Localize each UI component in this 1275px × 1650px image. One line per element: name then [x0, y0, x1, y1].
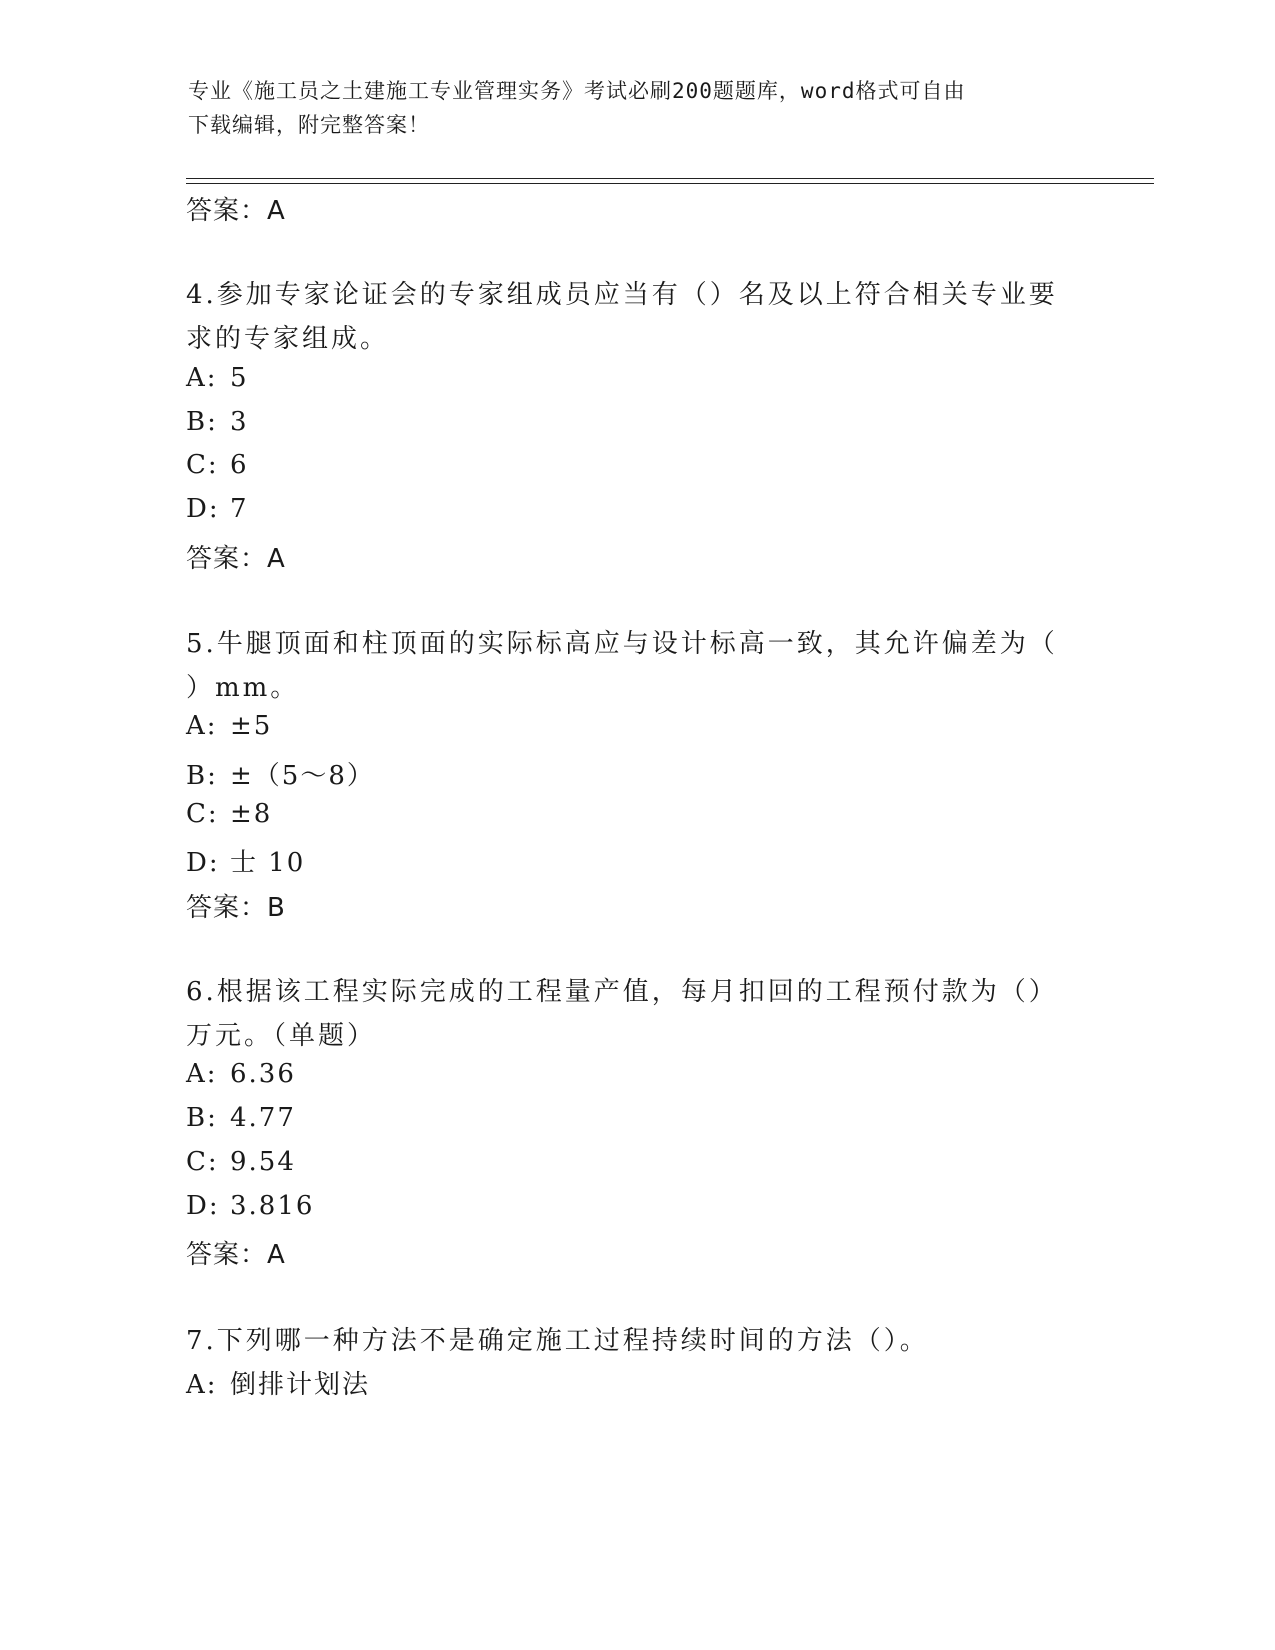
option-text: 士 10 [230, 848, 306, 878]
option-letter: A: [186, 1059, 218, 1089]
option-letter: D: [186, 494, 220, 524]
option-text: 6.36 [230, 1059, 296, 1089]
option-text: 9.54 [230, 1147, 296, 1177]
option-letter: B: [186, 761, 218, 791]
header-line-2: 下载编辑，附完整答案！ [188, 113, 430, 137]
question-7-text-line-1: 7.下列哪一种方法不是确定施工过程持续时间的方法（）。 [186, 1326, 929, 1356]
question-6-option-d [186, 1191, 314, 1221]
option-letter: D: [186, 848, 220, 878]
option-letter: C: [186, 1147, 219, 1177]
question-6-option-c [186, 1147, 296, 1177]
question-5-answer: 答案：B [186, 893, 286, 923]
previous-answer: 答案：A [186, 196, 286, 226]
option-letter: B: [186, 407, 218, 437]
question-5-option-a [186, 711, 272, 741]
option-text: 7 [230, 494, 249, 524]
question-5-text-line-2: ）mm。 [186, 673, 300, 703]
question-6-option-b [186, 1103, 296, 1133]
question-4-option-c [186, 450, 249, 480]
option-letter: A: [186, 1370, 218, 1400]
question-4-option-b [186, 407, 249, 437]
question-6-text-line-2: 万元。（单题） [186, 1021, 377, 1051]
option-letter: A: [186, 363, 218, 393]
question-4-text-line-1: 4.参加专家论证会的专家组成员应当有（）名及以上符合相关专业要 [186, 280, 1058, 310]
header-text [188, 74, 1088, 142]
option-letter: A: [186, 711, 218, 741]
header-rule-top [186, 178, 1154, 179]
option-text: ±5 [230, 711, 273, 741]
question-6-text-line-1: 6.根据该工程实际完成的工程量产值，每月扣回的工程预付款为（） [186, 977, 1058, 1007]
question-5-text-line-1: 5.牛腿顶面和柱顶面的实际标高应与设计标高一致，其允许偏差为（ [186, 629, 1058, 659]
question-6-answer: 答案：A [186, 1240, 286, 1270]
option-text: 3.816 [230, 1191, 315, 1221]
option-text: 倒排计划法 [230, 1370, 371, 1400]
question-7-option-a [186, 1364, 370, 1401]
option-text: 5 [230, 363, 249, 393]
question-4-text-line-2: 求的专家组成。 [186, 324, 390, 354]
option-text: ±（5～8） [230, 761, 375, 791]
option-text: ±8 [230, 799, 273, 829]
question-4-option-d [186, 494, 249, 524]
question-5-option-b [186, 755, 375, 792]
option-letter: C: [186, 450, 219, 480]
option-text: 6 [230, 450, 249, 480]
option-letter: B: [186, 1103, 218, 1133]
question-6-option-a [186, 1059, 296, 1089]
option-text: 3 [230, 407, 249, 437]
option-letter: D: [186, 1191, 220, 1221]
question-4-option-a [186, 363, 249, 393]
header-rule-bottom [186, 183, 1154, 184]
question-5-option-c [186, 799, 272, 829]
header-line-1: 专业《施工员之土建施工专业管理实务》考试必刷200题题库，word格式可自由 [188, 79, 966, 103]
option-text: 4.77 [230, 1103, 296, 1133]
option-letter: C: [186, 799, 219, 829]
question-4-answer: 答案：A [186, 544, 286, 574]
question-5-option-d [186, 842, 305, 879]
